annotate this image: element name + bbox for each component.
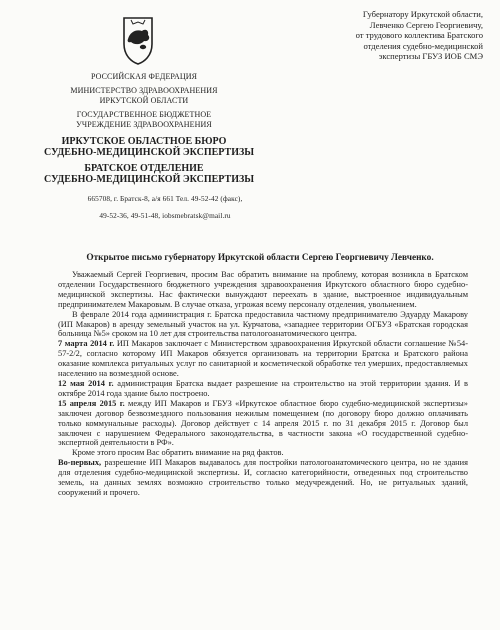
addressee-line: отделения судебно-медицинской [363, 40, 483, 51]
body-paragraph: Уважаемый Сергей Георгиевич, просим Вас обратить внимание на проблему, которая возникла в Братском отделении Государственного бюджетного учреждения здравоохранения Иркутского областного бюро судебно-медицинской экспертизы. Нас фактически вынуждают переехать в здание, выстроенное индивидуальным предпринимателем Макаровым. В случае отказа, угрожая всему персоналу отделения, увольнением. [58, 270, 468, 309]
paragraph-text: разрешение ИП Макаров выдавалось для постройки патологоанатомического центра, но не здания для отделения судебно-медицинской экспертизы. И, согласно категорийности, отведенных под строительство земель, на данных землях возможно строительство только медучреждений. Но, не ритуальных зданий, сооружений и прочего. [58, 458, 468, 497]
body-paragraph [58, 379, 468, 399]
paragraph-text: ИП Макаров заключает с Министерством здравоохранения Иркутской области соглашение №54-57-2/2, согласно которому ИП Макаров обязуется организовать на территории Братска и Братского района оказание комплекса ритуальных услуг по санитарной и косметической обработке тел умерших, предоставляемых населению на возмездной основе. [58, 339, 468, 379]
body-paragraph: В феврале 2014 года администрация г. Братска предоставила частному предпринимателю Эдуарду Макарову (ИП Макаров) в аренду земельный участок на ул. Курчатова, «западнее территории ОГБУЗ «Братская городская больница №5» сроком на 10 лет для строительства патологоанатомического центра. [58, 309, 468, 339]
body-paragraph [58, 399, 468, 449]
addressee-block [283, 9, 483, 62]
date-emphasis: 15 апреля 2015 г. [58, 398, 125, 408]
letterhead-branch-line1: БРАТСКОЕ ОТДЕЛЕНИЕ [84, 163, 204, 174]
letterhead-ministry-line1: МИНИСТЕРСТВО ЗДРАВООХРАНЕНИЯ [70, 86, 218, 95]
letter-body [58, 270, 468, 498]
addressee-line: экспертизы ГБУЗ ИОБ СМЭ [378, 51, 483, 62]
body-paragraph [58, 339, 468, 379]
letterhead-bureau-line2: СУДЕБНО-МЕДИЦИНСКОЙ ЭКСПЕРТИЗЫ [44, 147, 255, 158]
paragraph-text: между ИП Макаров и ГБУЗ «Иркутское областное бюро судебно-медицинской экспертизы» заключен договор безвозмездного пользования нежилым помещением (по договору бюро должно оплачивать только коммунальные расходы). Договор действует с 14 апреля 2015 г. по 31 декабря 2015 г. Договор был заключен с нарушением Федерального законодательства, в частности закона «О государственной судебно-экспертной деятельности в РФ». [58, 398, 468, 448]
letterhead-ministry-line2: ИРКУТСКОЙ ОБЛАСТИ [99, 96, 189, 105]
body-paragraph: Кроме этого просим Вас обратить внимание на ряд фактов. [72, 448, 284, 458]
addressee-line: Губернатору Иркутской области, [362, 9, 483, 19]
paragraph-text: администрация Братска выдает разрешение на строительство на этой территории здания. И в октябре 2014 года здание было построено. [58, 378, 468, 398]
letterhead-country: РОССИЙСКАЯ ФЕДЕРАЦИЯ [90, 72, 198, 81]
letterhead-branch-line2: СУДЕБНО-МЕДИЦИНСКОЙ ЭКСПЕРТИЗЫ [44, 174, 255, 185]
letter-heading: Открытое письмо губернатору Иркутской области Сергею Георгиевичу Левченко. [86, 253, 434, 263]
letterhead-institution-line1: ГОСУДАРСТВЕННОЕ БЮДЖЕТНОЕ [76, 110, 212, 119]
coat-of-arms-icon [118, 14, 158, 66]
letterhead-address-line1: 665708, г. Братск-8, а/я 661 Тел. 49-52-42 (факс), [87, 194, 243, 203]
body-paragraph [58, 458, 468, 498]
lead-emphasis: Во-первых, [58, 458, 102, 468]
date-emphasis: 12 мая 2014 г. [58, 378, 114, 388]
date-emphasis: 7 марта 2014 г. [58, 339, 115, 349]
letterhead-institution-line2: УЧРЕЖДЕНИЕ ЗДРАВООХРАНЕНИЯ [76, 120, 212, 129]
addressee-line: Левченко Сергею Георгиевичу, [369, 19, 483, 30]
addressee-line: от трудового коллектива Братского [355, 30, 483, 41]
letterhead-address-line2: 49-52-36, 49-51-48, iobsmebratsk@mail.ru [99, 211, 231, 220]
letterhead-bureau-line1: ИРКУТСКОЕ ОБЛАСТНОЕ БЮРО [61, 136, 227, 147]
